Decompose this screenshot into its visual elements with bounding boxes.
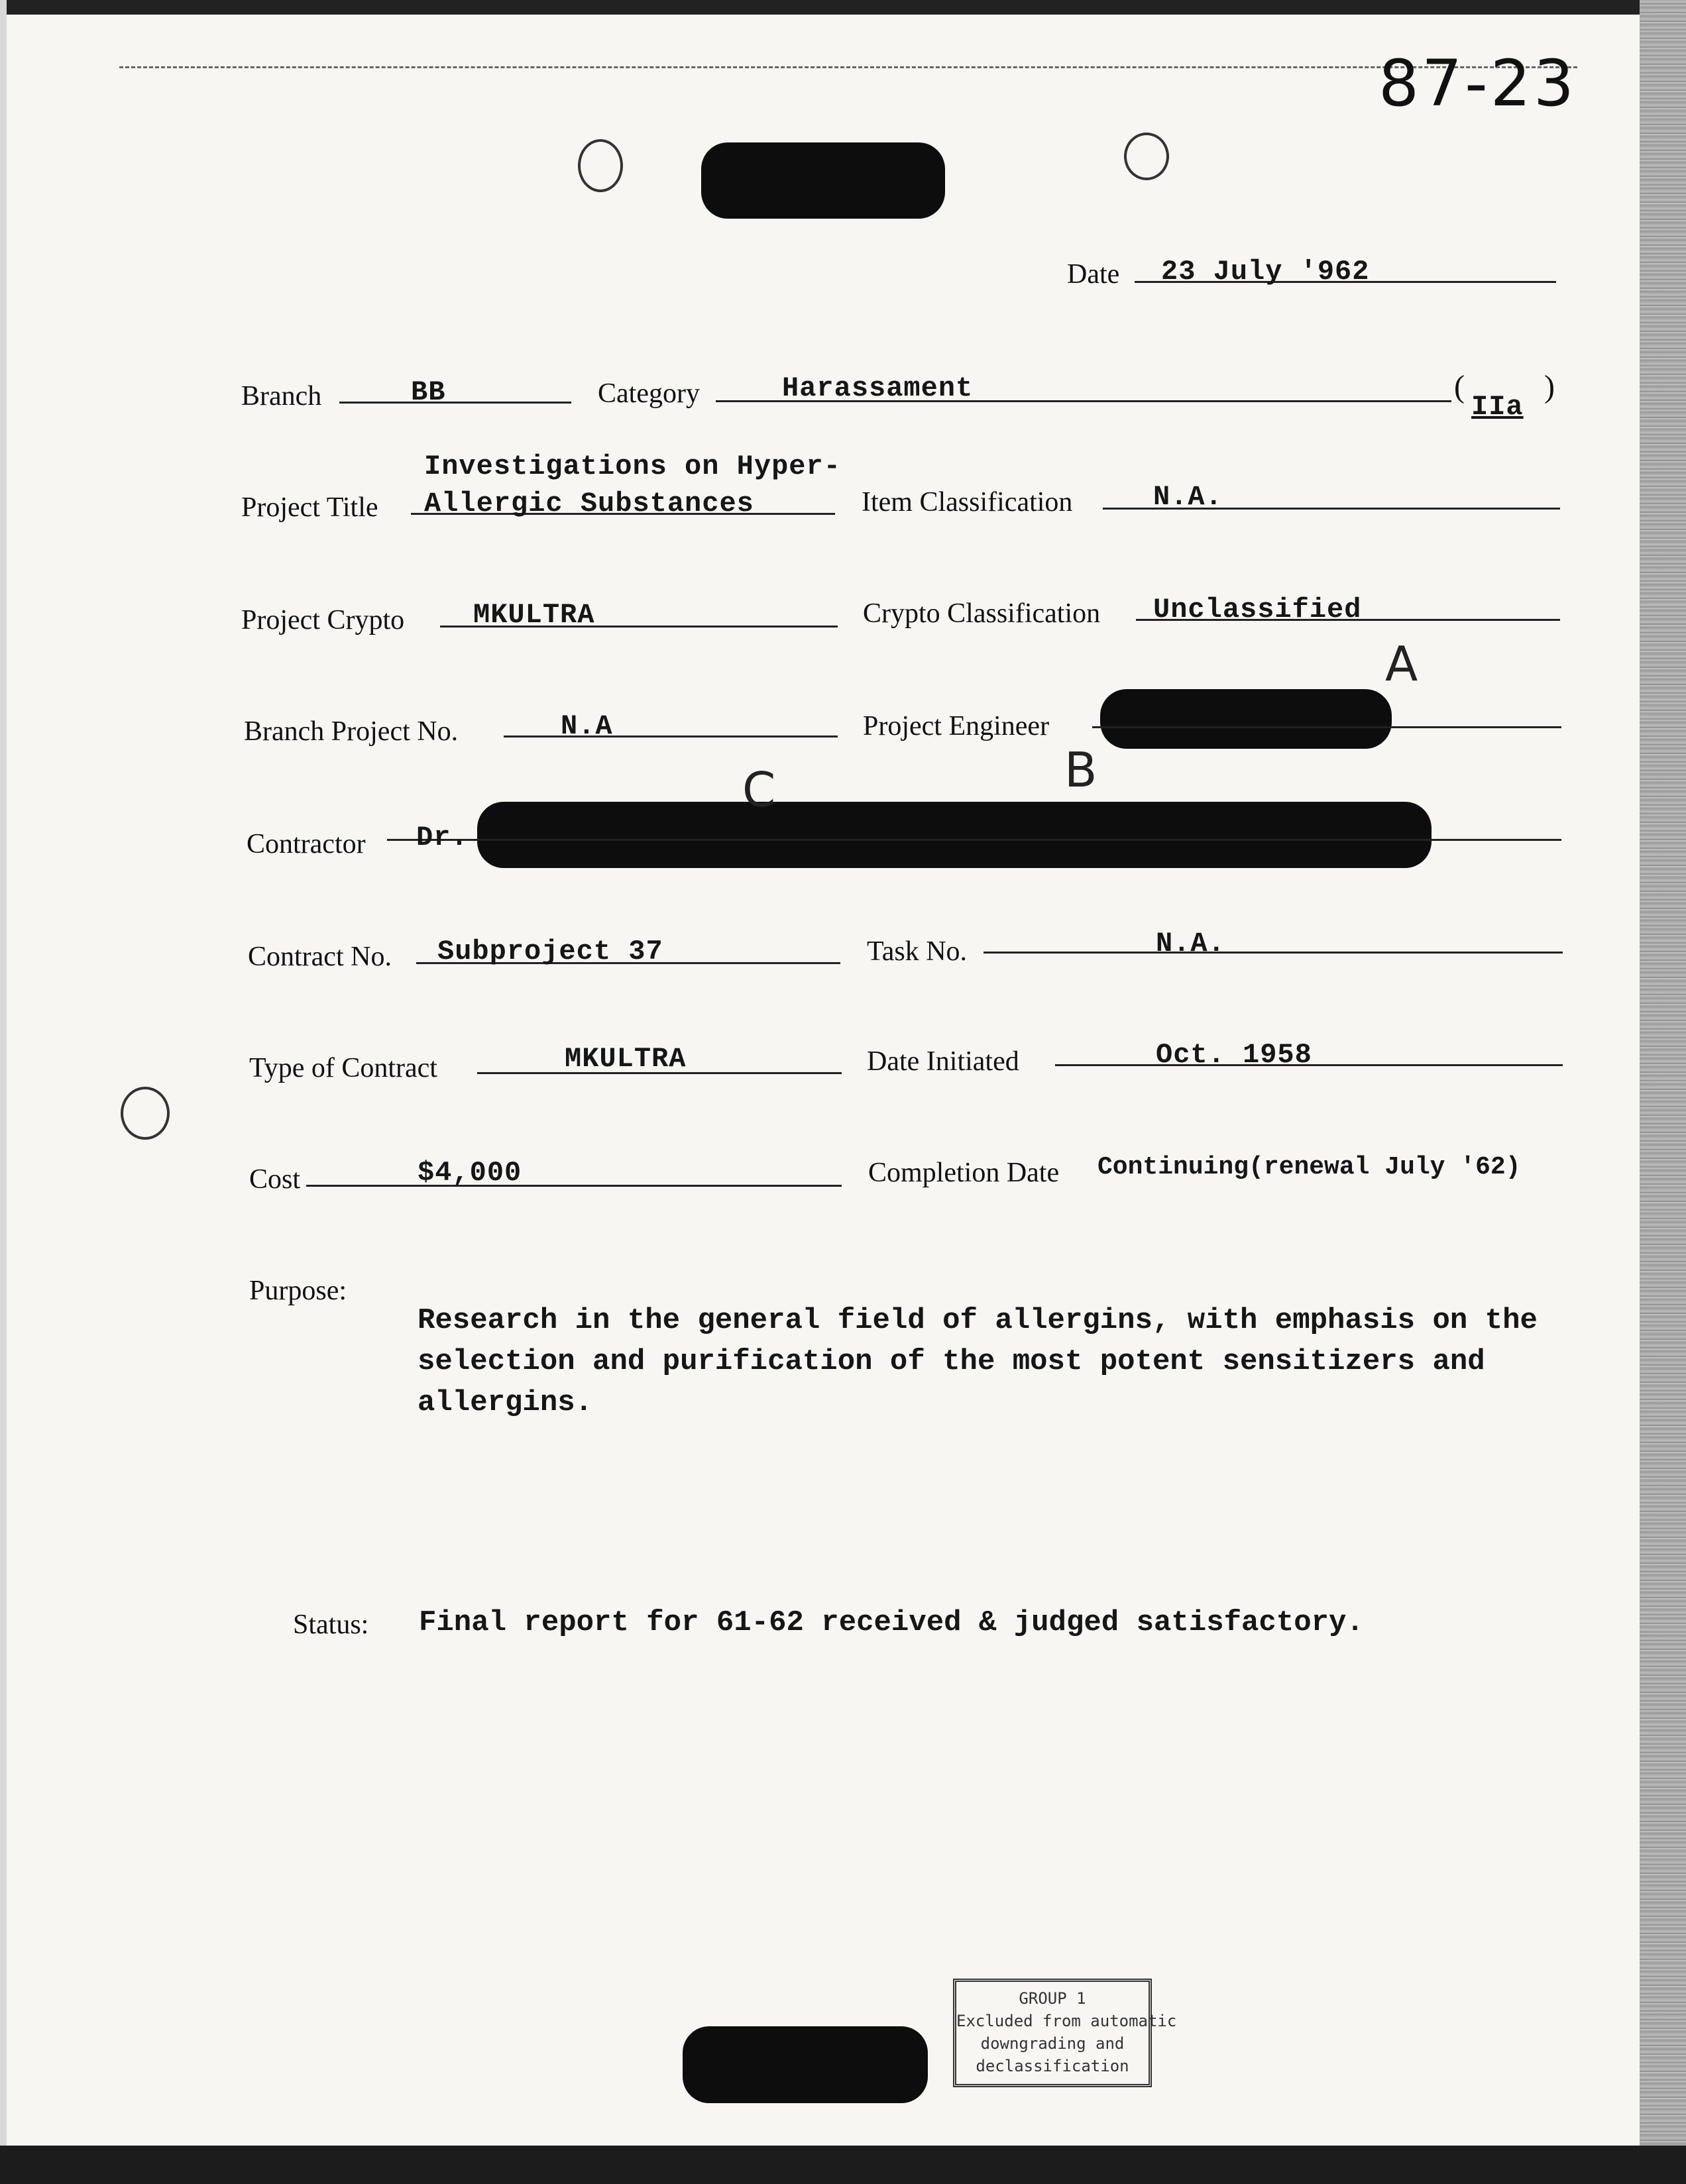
type-of-contract-value: MKULTRA (565, 1043, 687, 1075)
contract-no-value: Subproject 37 (437, 936, 663, 967)
item-classification-value: N.A. (1153, 481, 1223, 513)
contractor-line (387, 839, 1561, 841)
handwritten-mark-c: C (742, 762, 776, 818)
date-initiated-value: Oct. 1958 (1156, 1039, 1312, 1071)
project-engineer-label: Project Engineer (863, 711, 1050, 741)
project-engineer-line (1092, 726, 1561, 728)
type-of-contract-label: Type of Contract (249, 1053, 437, 1083)
task-no-line (984, 952, 1563, 954)
date-label: Date (1067, 259, 1120, 290)
redaction-contractor (477, 802, 1432, 868)
stamp-line-1: GROUP 1 (1019, 1989, 1086, 2008)
scan-edge-right (1640, 0, 1686, 2184)
completion-date-value: Continuing(renewal July '62) (1097, 1153, 1521, 1181)
item-classification-label: Item Classification (862, 487, 1073, 518)
project-crypto-value: MKULTRA (473, 599, 595, 631)
handwritten-mark-a: A (1385, 636, 1418, 692)
declassification-stamp (953, 1979, 1177, 2087)
purpose-line-3: allergins. (418, 1386, 593, 1419)
branch-project-no-label: Branch Project No. (244, 716, 459, 747)
scan-edge-bottom (0, 2146, 1686, 2184)
stamp-line-4: declassification (976, 2057, 1129, 2075)
redaction-header (701, 142, 945, 219)
contract-no-label: Contract No. (248, 942, 392, 972)
purpose-line-1: Research in the general field of allergins, with emphasis on the (418, 1304, 1538, 1337)
hole-punch-margin (121, 1087, 170, 1140)
category-suffix-close: ) (1544, 369, 1555, 404)
redaction-footer (683, 2026, 928, 2103)
branch-project-no-value: N.A (561, 710, 613, 742)
project-crypto-label: Project Crypto (241, 605, 405, 635)
hole-punch-right-top (1124, 133, 1169, 180)
project-title-value-line2: Allergic Substances (424, 488, 754, 519)
branch-project-no-line (504, 736, 838, 737)
handwritten-mark-b: B (1064, 742, 1097, 798)
cost-value: $4,000 (418, 1157, 522, 1189)
branch-value: BB (411, 376, 446, 408)
category-suffix-open: ( (1454, 369, 1465, 404)
category-suffix-code: IIa (1471, 391, 1524, 423)
cost-label: Cost (249, 1164, 301, 1195)
completion-date-label: Completion Date (868, 1158, 1060, 1188)
contractor-value: Dr. (416, 822, 469, 853)
cost-line (306, 1185, 842, 1187)
date-initiated-label: Date Initiated (867, 1046, 1019, 1077)
top-divider (119, 66, 1577, 68)
project-title-label: Project Title (241, 492, 378, 523)
scan-edge-left (0, 0, 7, 2184)
status-text: Final report for 61-62 received & judged satisfactory. (419, 1606, 1364, 1639)
task-no-value: N.A. (1156, 928, 1225, 959)
project-title-value-line1: Investigations on Hyper- (424, 451, 841, 482)
purpose-label: Purpose: (249, 1276, 347, 1306)
task-no-label: Task No. (867, 936, 968, 967)
crypto-classification-value: Unclassified (1153, 594, 1362, 626)
branch-line (339, 402, 571, 404)
branch-label: Branch (241, 381, 322, 411)
purpose-text (418, 1300, 1538, 1423)
handwritten-page-number: 87-23 (1378, 46, 1577, 121)
contractor-label: Contractor (247, 829, 366, 859)
category-label: Category (598, 378, 700, 409)
category-value: Harassament (782, 372, 974, 404)
crypto-classification-label: Crypto Classification (863, 598, 1101, 629)
status-label: Status: (293, 1610, 369, 1640)
redaction-project-engineer (1100, 689, 1392, 749)
date-value: 23 July '962 (1161, 256, 1370, 288)
scan-edge-top (0, 0, 1686, 15)
stamp-line-2: Excluded from automatic (956, 2012, 1177, 2030)
hole-punch-left-top (578, 139, 623, 192)
purpose-line-2: selection and purification of the most potent sensitizers and (418, 1345, 1485, 1378)
stamp-line-3: downgrading and (980, 2034, 1125, 2053)
